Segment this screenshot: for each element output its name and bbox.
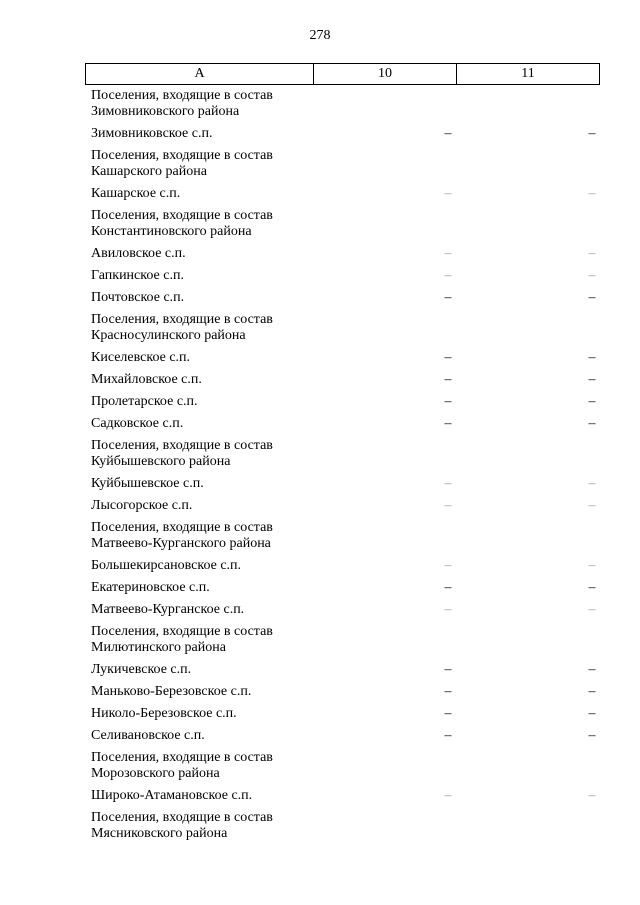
table-row [91, 556, 600, 578]
settlement-name: Михайловское с.п. [91, 372, 202, 387]
group-header-row [91, 310, 600, 348]
value-col-10: – [444, 372, 452, 387]
settlement-name: Лысогорское с.п. [91, 498, 193, 513]
group-header-row [91, 86, 600, 124]
value-col-11: – [588, 602, 596, 617]
settlement-name: Екатериновское с.п. [91, 580, 210, 595]
group-header-row [91, 622, 600, 660]
column-header-a: А [86, 64, 314, 84]
settlement-name: Матвеево-Курганское с.п. [91, 602, 245, 617]
table-row [91, 496, 600, 518]
value-col-10: – [444, 268, 452, 283]
table-row [91, 348, 600, 370]
group-title: Поселения, входящие в состав Морозовского района [91, 750, 273, 781]
settlement-name: Маньково-Березовское с.п. [91, 684, 252, 699]
table-header [85, 63, 600, 85]
group-header-row [91, 146, 600, 184]
value-col-10: – [444, 728, 452, 743]
column-header-11: 11 [521, 66, 535, 81]
value-col-10: – [444, 684, 452, 699]
value-col-11: – [588, 580, 596, 595]
value-col-10: – [444, 580, 452, 595]
value-col-10: – [444, 476, 452, 491]
group-header-row [91, 748, 600, 786]
group-title: Поселения, входящие в состав Кашарского района [91, 148, 273, 179]
table-row [91, 474, 600, 496]
settlement-name: Почтовское с.п. [91, 290, 185, 305]
group-title: Поселения, входящие в состав Зимовниковского района [91, 88, 273, 119]
settlement-name: Гапкинское с.п. [91, 268, 184, 283]
table-row [91, 660, 600, 682]
value-col-11: – [588, 706, 596, 721]
value-col-11: – [588, 476, 596, 491]
value-col-11: – [588, 126, 596, 141]
table-row [91, 600, 600, 622]
settlement-name: Пролетарское с.п. [91, 394, 198, 409]
value-col-11: – [588, 684, 596, 699]
value-col-10: – [444, 246, 452, 261]
value-col-11: – [588, 186, 596, 201]
settlement-name: Большекирсановское с.п. [91, 558, 242, 573]
value-col-10: – [444, 498, 452, 513]
value-col-10: – [444, 350, 452, 365]
value-col-10: – [444, 416, 452, 431]
group-header-row [91, 206, 600, 244]
settlement-name: Зимовниковское с.п. [91, 126, 213, 141]
column-header-10: 10 [314, 64, 457, 84]
table-row [91, 726, 600, 748]
settlement-name: Селивановское с.п. [91, 728, 205, 743]
settlement-name: Лукичевское с.п. [91, 662, 192, 677]
value-col-10: – [444, 186, 452, 201]
settlement-name: Садковское с.п. [91, 416, 184, 431]
value-col-11: – [588, 558, 596, 573]
table-row [91, 370, 600, 392]
table-row [91, 124, 600, 146]
settlement-name: Кашарское с.п. [91, 186, 181, 201]
value-col-10: – [444, 602, 452, 617]
table-row [91, 704, 600, 726]
table-row [91, 244, 600, 266]
table-row [91, 266, 600, 288]
value-col-11: – [588, 350, 596, 365]
table-row [91, 786, 600, 808]
value-col-11: – [588, 290, 596, 305]
value-col-10: – [444, 126, 452, 141]
group-header-row [91, 436, 600, 474]
settlement-name: Широко-Атамановское с.п. [91, 788, 253, 803]
table-row [91, 682, 600, 704]
value-col-10: – [444, 558, 452, 573]
group-title: Поселения, входящие в состав Мясниковского района [91, 810, 273, 841]
table-row [91, 392, 600, 414]
value-col-10: – [444, 662, 452, 677]
value-col-11: – [588, 662, 596, 677]
value-col-10: – [444, 788, 452, 803]
value-col-11: – [588, 394, 596, 409]
group-header-row [91, 518, 600, 556]
table-row [91, 184, 600, 206]
value-col-11: – [588, 788, 596, 803]
group-title: Поселения, входящие в состав Константиновского района [91, 208, 273, 239]
value-col-11: – [588, 728, 596, 743]
table-row [91, 414, 600, 436]
value-col-11: – [588, 268, 596, 283]
page-number: 278 [309, 28, 331, 43]
value-col-11: – [588, 246, 596, 261]
group-header-row [91, 808, 600, 846]
table-row [91, 578, 600, 600]
group-title: Поселения, входящие в состав Красносулинского района [91, 312, 273, 343]
value-col-11: – [588, 372, 596, 387]
group-title: Поселения, входящие в состав Милютинского района [91, 624, 273, 655]
value-col-11: – [588, 498, 596, 513]
value-col-10: – [444, 706, 452, 721]
settlement-name: Киселевское с.п. [91, 350, 191, 365]
settlement-name: Куйбышевское с.п. [91, 476, 204, 491]
settlement-name: Авиловское с.п. [91, 246, 186, 261]
value-col-10: – [444, 394, 452, 409]
group-title: Поселения, входящие в состав Матвеево-Курганского района [91, 520, 273, 551]
table-row [91, 288, 600, 310]
value-col-10: – [444, 290, 452, 305]
table-body [91, 86, 600, 846]
group-title: Поселения, входящие в состав Куйбышевского района [91, 438, 273, 469]
settlement-name: Николо-Березовское с.п. [91, 706, 237, 721]
value-col-11: – [588, 416, 596, 431]
